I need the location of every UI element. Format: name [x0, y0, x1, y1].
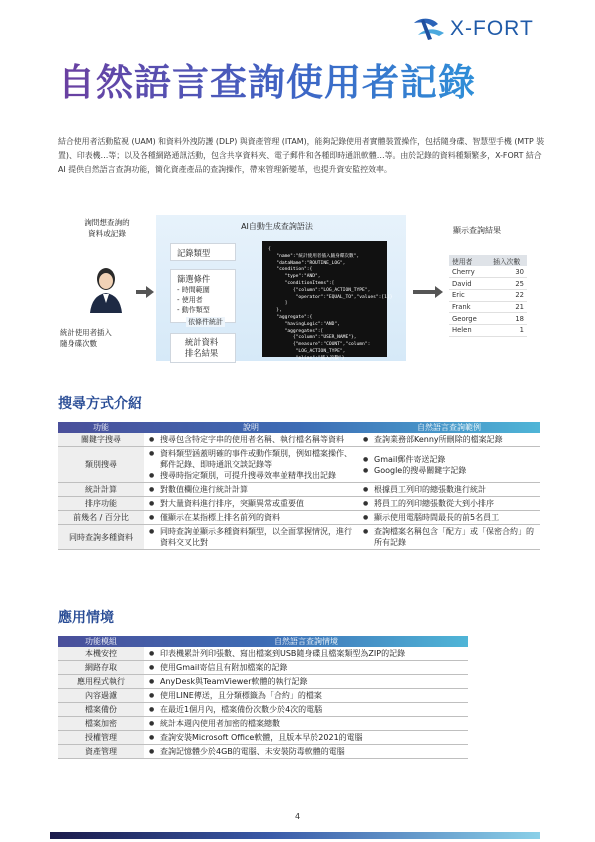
result-caption: 顯示查詢結果 — [453, 226, 501, 235]
table-row: 檔案加密 ● 統計本週內使用者加密的檔案總數 — [58, 717, 468, 731]
column-header: 功能模組 — [85, 637, 117, 646]
stats-box: 統計資料 排名結果 — [170, 333, 236, 363]
user-icon — [86, 265, 126, 315]
table-row: 內容過濾 ● 使用LINE傳送，且分類標籤為「合約」的檔案 — [58, 689, 468, 703]
table-row: David 25 — [449, 278, 527, 290]
filter-item: - 動作類型 — [177, 306, 210, 314]
table-row: Eric 22 — [449, 289, 527, 301]
record-type-box: 記錄類型 — [170, 243, 236, 261]
column-header: 自然語言查詢範例 — [417, 423, 481, 432]
page-number: 4 — [294, 812, 301, 821]
section-title-use-cases: 應用情境 — [58, 610, 114, 626]
brand-name: X-FORT — [450, 17, 534, 40]
generated-query-code: { "name":"統計使用者插入隨身碟次數", "dataName":"ROUTINE_LOG", "condition":{ "type":"AND", "conditionItems":[ {"column":"LOG_ACTION_TYPE", "operator":"EQUAL_TO","values":[1]} ] }, "aggregate":{ "havingLogic":"AND", "aggregates":[ {"column":"USER_NAME"}, {"measure":"COUNT","column": "LOG_ACTION_TYPE", "alias":"插入次數"} ] } } — [262, 241, 387, 357]
stat-tag: 依條件統計 — [188, 318, 223, 326]
table-row: George 18 — [449, 313, 527, 325]
arrow-right-icon — [136, 285, 154, 299]
table-row: 授權管理 ● 查詢安裝Microsoft Office軟體，且版本早於2021的電腦 — [58, 731, 468, 745]
result-header: 使用者 — [449, 255, 487, 266]
use-cases-table — [58, 636, 468, 759]
section-title-search-methods: 搜尋方式介紹 — [58, 396, 142, 412]
result-header: 插入次數 — [487, 255, 527, 266]
filter-item: - 使用者 — [177, 296, 203, 304]
column-header: 自然語言查詢情境 — [274, 637, 338, 646]
result-table — [449, 255, 527, 337]
table-row: 應用程式執行 ● AnyDesk與TeamViewer軟體的執行記錄 — [58, 675, 468, 689]
table-row: 本機安控 ● 印表機累計列印張數、寫出檔案到USB隨身碟且檔案類型為ZIP的記錄 — [58, 647, 468, 661]
filter-item: - 時間範圍 — [177, 286, 210, 294]
table-row: 同時查詢多種資料 ● 同時查詢並顯示多種資料類型，以全面掌握情況，進行資料交叉比對 ● 查詢檔案名稱包含「配方」或「保密合約」的所有記錄 — [58, 525, 540, 550]
table-row: Helen 1 — [449, 324, 527, 336]
ai-panel-title: AI自動生成查詢語法 — [241, 222, 313, 231]
table-row: 檔案備份 ● 在最近1個月內，檔案備份次數少於4次的電腦 — [58, 703, 468, 717]
filter-box: 篩選條件 - 時間範圍 - 使用者 - 動作類型 — [170, 269, 236, 323]
table-row: 排序功能 ● 對大量資料進行排序，突顯異常或重要值 ● 將員工的列印總張數從大到小排序 — [58, 497, 540, 511]
search-methods-table — [58, 422, 540, 550]
brand-logo — [412, 14, 562, 44]
column-header: 說明 — [243, 423, 259, 432]
x-fort-logo-icon — [412, 15, 446, 43]
ask-caption: 詢問想查詢的 資料或記錄 — [84, 218, 130, 238]
table-row: 網路存取 ● 使用Gmail寄信且有附加檔案的記錄 — [58, 661, 468, 675]
table-row: 前幾名 / 百分比 ● 僅顯示在某指標上排名前列的資料 ● 顯示使用電腦時間最長的前5名員工 — [58, 511, 540, 525]
query-flow-diagram — [58, 215, 548, 382]
table-row: Frank 21 — [449, 301, 527, 313]
table-row: 資產管理 ● 查詢記憶體少於4GB的電腦、未安裝防毒軟體的電腦 — [58, 745, 468, 759]
column-header: 功能 — [93, 423, 109, 432]
table-row: 類別搜尋 ● 資料類型涵蓋明確的事件或動作類別，例如檔案操作、郵件記錄、即時通訊交談記錄等 ● 搜尋時指定類別，可提升搜尋效率並精準找出記錄 ● Gmail郵件寄送記錄 ● Google的搜尋關鍵字記錄 — [58, 447, 540, 483]
table-row: 統計計算 ● 對數值欄位進行統計計算 ● 根據員工列印的總張數進行統計 — [58, 483, 540, 497]
arrow-right-icon — [413, 285, 443, 299]
page-title: 自然語言查詢使用者記錄 — [58, 52, 476, 106]
footer-bar — [50, 832, 540, 839]
user-query-caption: 統計使用者插入 隨身碟次數 — [60, 328, 112, 348]
intro-paragraph: 結合使用者活動監視 (UAM) 和資料外洩防護 (DLP) 與資產管理 (ITAM)，能夠記錄使用者實體裝置操作，包括隨身碟、智慧型手機 (MTP 裝置)、印表機…等；以及各種網路通訊活動，包含共享資料夾、電子郵件和各種即時通訊軟體…等。由於記錄的資料種類繁多，X-FORT 結合 AI 提供自然語言查詢功能，簡化資產產品的查詢操作，帶來管理新變革，也提升資安監控效率。 — [58, 137, 545, 174]
table-row: 關鍵字搜尋 ● 搜尋包含特定字串的使用者名稱、執行檔名稱等資料 ● 查詢業務部Kenny所刪除的檔案記錄 — [58, 433, 540, 447]
table-row: Cherry 30 — [449, 266, 527, 278]
